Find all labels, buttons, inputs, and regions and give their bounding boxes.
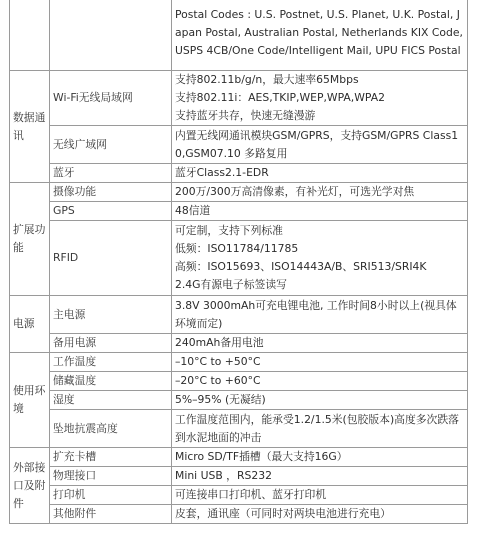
camera-label: 摄像功能 <box>50 183 172 202</box>
humidity-value: 5%–95% (无凝结) <box>172 391 468 410</box>
wifi-line: 支持蓝牙共存，快速无缝漫游 <box>175 109 316 122</box>
printer-value: 可连接串口打印机、蓝牙打印机 <box>172 486 468 505</box>
drop-height-value: 工作温度范围内，能承受1.2/1.5米(包胶版本)高度多次跌落到水泥地面的冲击 <box>172 410 468 448</box>
main-power-label: 主电源 <box>50 296 172 334</box>
storage-temp-value: –20°C to +60°C <box>172 372 468 391</box>
table-row <box>10 183 468 202</box>
table-row <box>10 221 468 296</box>
physical-port-label: 物理接口 <box>50 467 172 486</box>
rfid-line: 2.4G有源电子标签读写 <box>175 278 287 291</box>
table-row <box>10 202 468 221</box>
gps-value: 48信道 <box>172 202 468 221</box>
physical-port-value: Mini USB ，RS232 <box>172 467 468 486</box>
category-cell <box>10 0 50 71</box>
backup-power-value: 240mAh备用电池 <box>172 334 468 353</box>
wifi-line: 支持802.11i：AES,TKIP,WEP,WPA,WPA2 <box>175 91 385 104</box>
rfid-value <box>172 221 468 296</box>
table-row <box>10 391 468 410</box>
table-row <box>10 486 468 505</box>
wifi-value <box>172 71 468 126</box>
rfid-line: 高频：ISO15693、ISO14443A/B、SRI513/SRI4K <box>175 260 427 273</box>
op-temp-label: 工作温度 <box>50 353 172 372</box>
category-power: 电源 <box>10 296 50 353</box>
table-row <box>10 353 468 372</box>
table-row <box>10 448 468 467</box>
table-row <box>10 505 468 524</box>
rfid-line: 低频：ISO11784/11785 <box>175 242 299 255</box>
label-cell <box>50 0 172 71</box>
table-row <box>10 467 468 486</box>
card-slot-label: 扩充卡槽 <box>50 448 172 467</box>
main-power-value: 3.8V 3000mAh可充电锂电池, 工作时间8小时以上(视具体环境而定) <box>172 296 468 334</box>
table-row <box>10 164 468 183</box>
wifi-line: 支持802.11b/g/n，最大速率65Mbps <box>175 73 359 86</box>
humidity-label: 湿度 <box>50 391 172 410</box>
postal-codes-value: Postal Codes : U.S. Postnet, U.S. Planet, U.K. Postal, Japan Postal, Australian Postal, Netherlands KIX Code, USPS 4CB/One Code/Intelligent Mail, UPU FICS Postal <box>172 0 468 71</box>
table-row <box>10 71 468 126</box>
wwan-value: 内置无线网通讯模块GSM/GPRS，支持GSM/GPRS Class10,GSM07.10 多路复用 <box>172 126 468 164</box>
accessories-value: 皮套，通讯座（可同时对两块电池进行充电） <box>172 505 468 524</box>
category-data-comm: 数据通讯 <box>10 71 50 183</box>
gps-label: GPS <box>50 202 172 221</box>
category-environment: 使用环境 <box>10 353 50 448</box>
table-row <box>10 410 468 448</box>
table-row <box>10 126 468 164</box>
rfid-label: RFID <box>50 221 172 296</box>
storage-temp-label: 储藏温度 <box>50 372 172 391</box>
spec-table <box>9 0 468 524</box>
printer-label: 打印机 <box>50 486 172 505</box>
table-row <box>10 372 468 391</box>
rfid-line: 可定制，支持下列标准 <box>175 224 283 237</box>
camera-value: 200万/300万高清像素，有补光灯，可选光学对焦 <box>172 183 468 202</box>
drop-height-label: 坠地抗震高度 <box>50 410 172 448</box>
wwan-label: 无线广域网 <box>50 126 172 164</box>
category-expansion: 扩展功能 <box>10 183 50 296</box>
accessories-label: 其他附件 <box>50 505 172 524</box>
category-external: 外部接口及附件 <box>10 448 50 524</box>
table-row <box>10 0 468 71</box>
wifi-label: Wi-Fi无线局域网 <box>50 71 172 126</box>
backup-power-label: 备用电源 <box>50 334 172 353</box>
table-row <box>10 296 468 334</box>
table-row <box>10 334 468 353</box>
bluetooth-label: 蓝牙 <box>50 164 172 183</box>
op-temp-value: –10°C to +50°C <box>172 353 468 372</box>
card-slot-value: Micro SD/TF插槽（最大支持16G） <box>172 448 468 467</box>
bluetooth-value: 蓝牙Class2.1-EDR <box>172 164 468 183</box>
